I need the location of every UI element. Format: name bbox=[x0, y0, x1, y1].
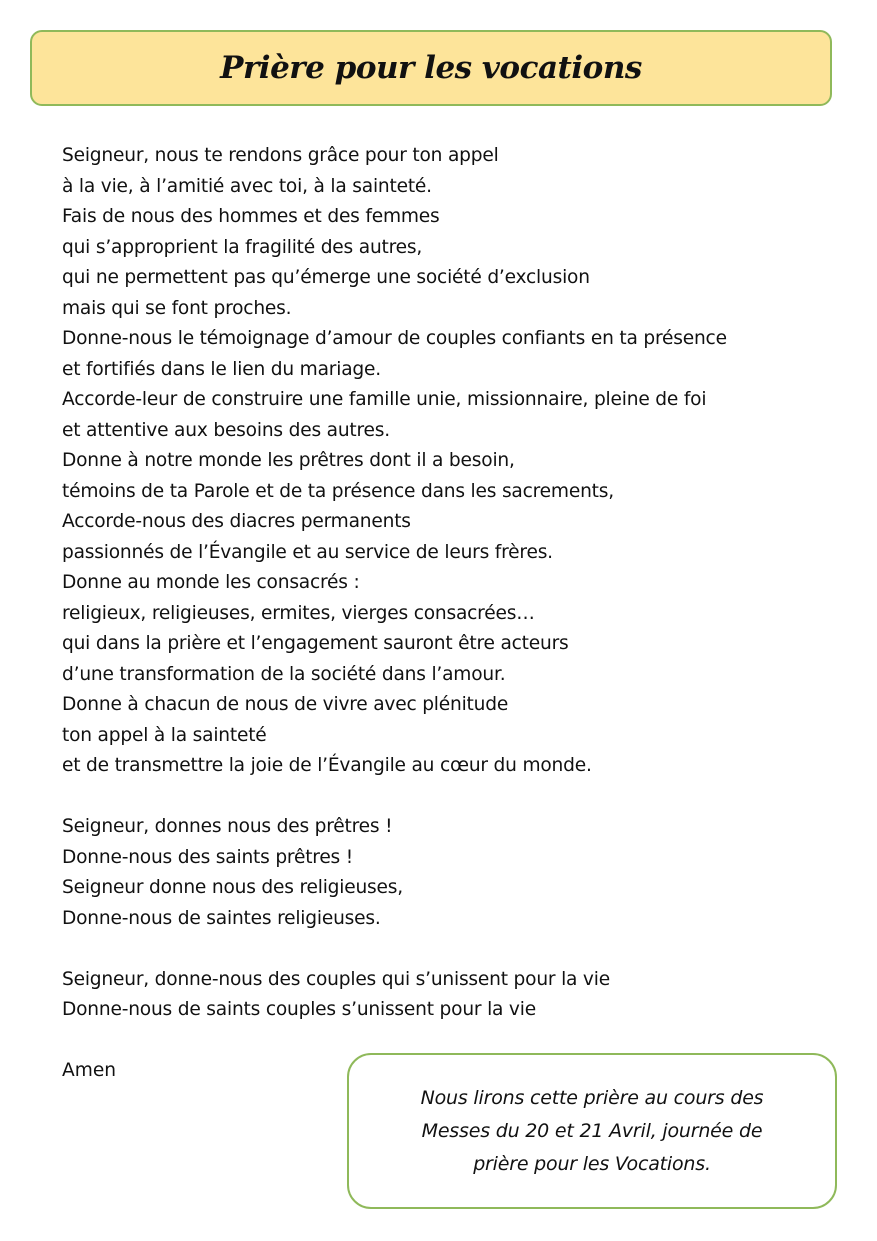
prayer-line: Seigneur, donne-nous des couples qui s’unissent pour la vie bbox=[62, 968, 610, 990]
announcement-box bbox=[347, 1053, 837, 1209]
prayer-line: Fais de nous des hommes et des femmes bbox=[62, 206, 440, 227]
prayer-line: Donne-nous de saints couples s’unissent pour la vie bbox=[62, 999, 536, 1020]
prayer-line: et fortifiés dans le lien du mariage. bbox=[62, 358, 381, 380]
prayer-line: qui dans la prière et l’engagement sauront être acteurs bbox=[62, 633, 569, 654]
prayer-stanza bbox=[62, 965, 822, 1026]
prayer-line: religieux, religieuses, ermites, vierges consacrées… bbox=[62, 602, 535, 624]
prayer-line: qui s’approprient la fragilité des autres, bbox=[62, 236, 423, 258]
prayer-line: Seigneur, donnes nous des prêtres ! bbox=[62, 816, 393, 837]
title-banner bbox=[30, 30, 832, 106]
prayer-line: Donne-nous des saints prêtres ! bbox=[62, 846, 354, 868]
prayer-line: Donne-nous de saintes religieuses. bbox=[62, 907, 381, 929]
prayer-line: Donne à notre monde les prêtres dont il a besoin, bbox=[62, 450, 515, 471]
prayer-line: Donne au monde les consacrés : bbox=[62, 572, 360, 593]
prayer-line: et attentive aux besoins des autres. bbox=[62, 419, 390, 441]
prayer-stanza bbox=[62, 812, 822, 934]
prayer-line: d’une transformation de la société dans l’amour. bbox=[62, 663, 506, 685]
prayer-line: à la vie, à l’amitié avec toi, à la sainteté. bbox=[62, 175, 432, 197]
prayer-line: Donne à chacun de nous de vivre avec plénitude bbox=[62, 694, 509, 715]
page-title: Prière pour les vocations bbox=[220, 50, 642, 86]
prayer-line: Seigneur donne nous des religieuses, bbox=[62, 877, 403, 898]
prayer-line: qui ne permettent pas qu’émerge une société d’exclusion bbox=[62, 267, 590, 288]
prayer-body bbox=[62, 141, 822, 1056]
prayer-line: témoins de ta Parole et de ta présence dans les sacrements, bbox=[62, 480, 614, 502]
prayer-line: mais qui se font proches. bbox=[62, 297, 292, 319]
announcement-line: Nous lirons cette prière au cours des bbox=[420, 1086, 764, 1109]
prayer-line: passionnés de l’Évangile et au service de leurs frères. bbox=[62, 541, 553, 563]
prayer-line: Accorde-nous des diacres permanents bbox=[62, 511, 411, 532]
prayer-line: ton appel à la sainteté bbox=[62, 724, 267, 746]
amen-line: Amen bbox=[62, 1060, 117, 1081]
prayer-stanza bbox=[62, 141, 822, 782]
prayer-line: et de transmettre la joie de l’Évangile au cœur du monde. bbox=[62, 755, 592, 776]
announcement-line: prière pour les Vocations. bbox=[473, 1152, 711, 1175]
prayer-line: Accorde-leur de construire une famille unie, missionnaire, pleine de foi bbox=[62, 389, 707, 410]
prayer-line: Donne-nous le témoignage d’amour de couples confiants en ta présence bbox=[62, 328, 727, 349]
announcement-line: Messes du 20 et 21 Avril, journée de bbox=[421, 1119, 763, 1142]
prayer-line: Seigneur, nous te rendons grâce pour ton appel bbox=[62, 145, 499, 166]
